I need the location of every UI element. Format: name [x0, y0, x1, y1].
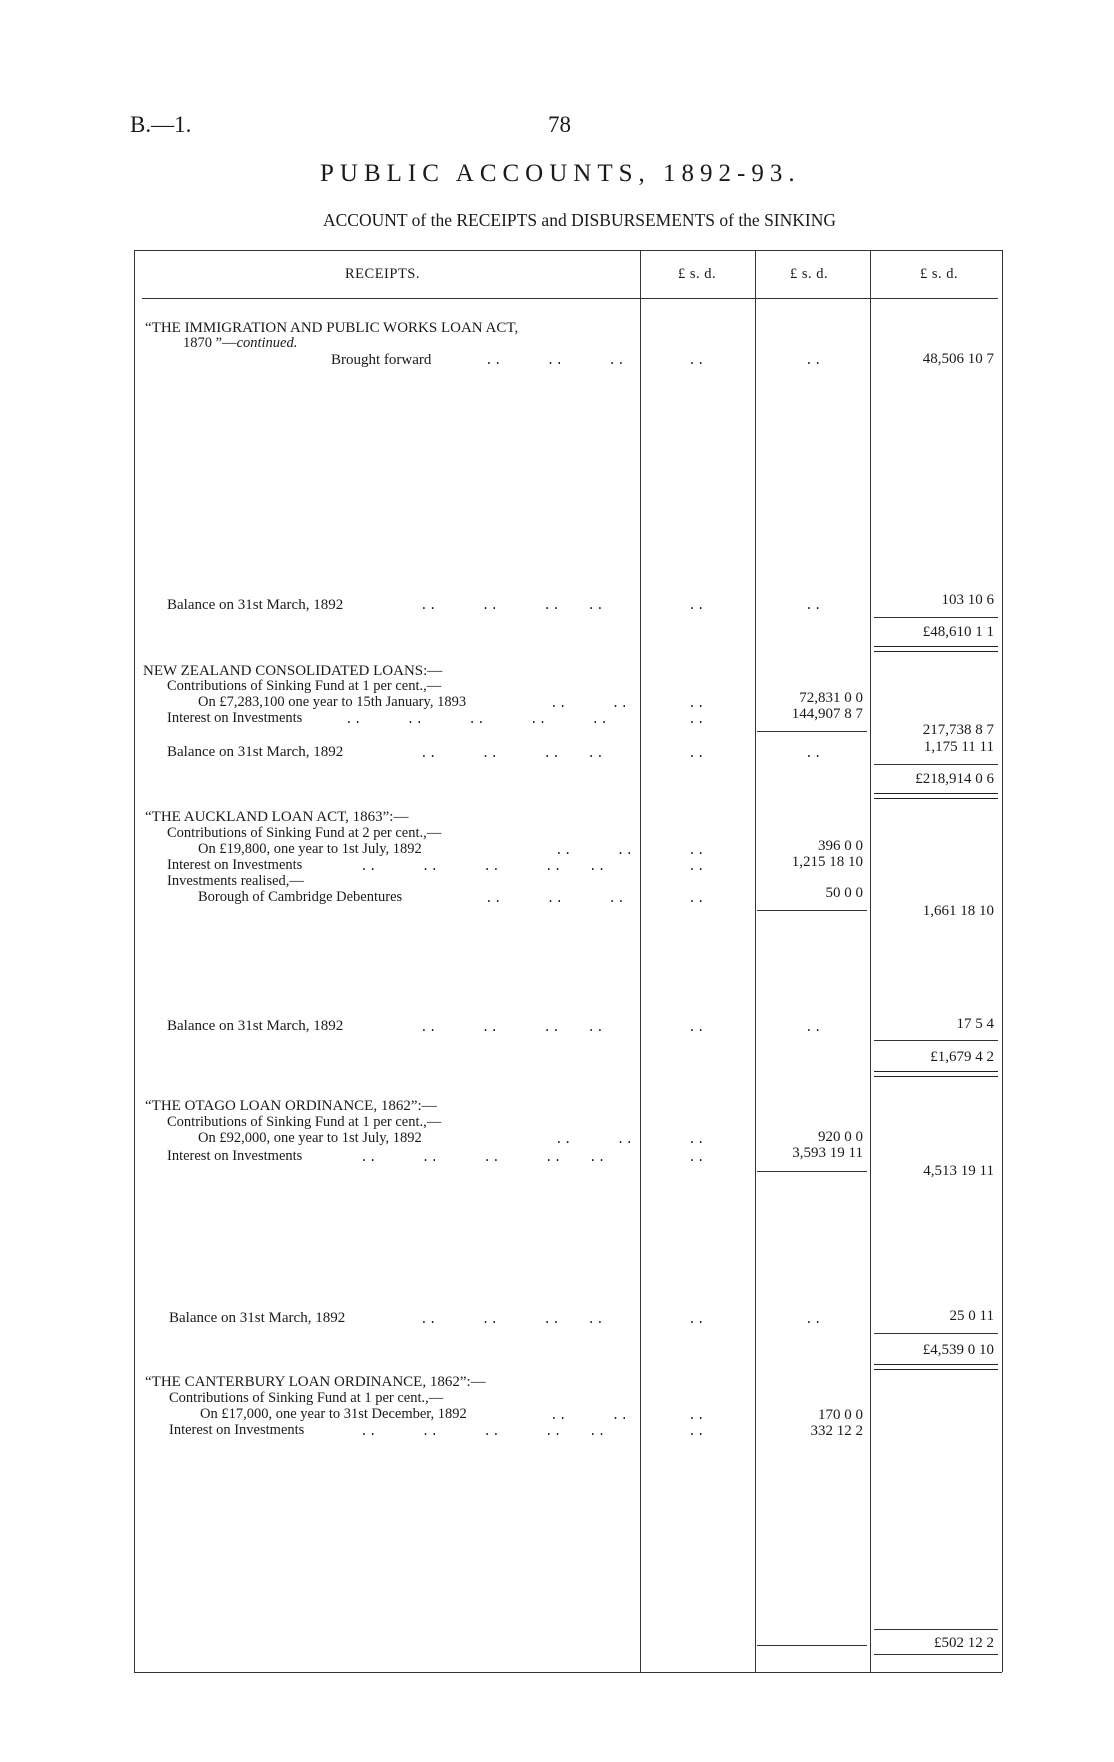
- auckland-balance-label: Balance on 31st March, 1892: [167, 1018, 344, 1034]
- otago-interest-amount: 3,593 19 11: [792, 1145, 863, 1161]
- empty-dots: ..: [688, 598, 706, 613]
- otago-total: £4,539 0 10: [922, 1342, 994, 1358]
- nz-on-line: On £7,283,100 one year to 15th January, 1893: [198, 694, 467, 710]
- nz-balance-label: Balance on 31st March, 1892: [167, 744, 344, 760]
- sum-rule: [874, 617, 998, 618]
- empty-dots: ..: [688, 353, 706, 368]
- auckland-subtotal: 1,661 18 10: [922, 903, 994, 919]
- empty-dots: ..: [688, 696, 706, 711]
- leader-dots: .. .. .. ..: [420, 598, 605, 613]
- empty-dots: ..: [805, 598, 823, 613]
- leader-dots: .. .. .. ..: [420, 1020, 605, 1035]
- page-number: 78: [548, 112, 571, 137]
- empty-dots: ..: [805, 1020, 823, 1035]
- nz-on-amount: 72,831 0 0: [799, 690, 863, 706]
- table-bottom-rule: [134, 1672, 1002, 1673]
- immigration-balance-label: Balance on 31st March, 1892: [167, 597, 344, 613]
- canterbury-on-amount: 170 0 0: [818, 1407, 863, 1423]
- auckland-on-amount: 396 0 0: [818, 838, 863, 854]
- otago-heading: “THE OTAGO LOAN ORDINANCE, 1862”:—: [145, 1098, 437, 1114]
- table-top-rule: [134, 250, 1002, 251]
- table-left-border: [134, 250, 135, 1672]
- sum-rule: [874, 1040, 998, 1041]
- empty-dots: ..: [688, 859, 706, 874]
- auckland-cambridge-label: Borough of Cambridge Debentures: [198, 889, 403, 905]
- otago-balance-amount: 25 0 11: [949, 1308, 994, 1324]
- nz-interest-amount: 144,907 8 7: [791, 706, 863, 722]
- col-header-money-1: £ s. d.: [678, 266, 717, 282]
- empty-dots: ..: [805, 353, 823, 368]
- nz-total: £218,914 0 6: [915, 771, 994, 787]
- page-subtitle: ACCOUNT of the RECEIPTS and DISBURSEMENTS of the SINKING: [323, 210, 837, 230]
- leader-dots: .. .. ..: [485, 891, 626, 906]
- leader-dots: .. .. .. .. ..: [360, 1424, 607, 1439]
- empty-dots: ..: [688, 1150, 706, 1165]
- nz-consolidated-heading: NEW ZEALAND CONSOLIDATED LOANS:—: [143, 663, 443, 679]
- col-header-money-3: £ s. d.: [920, 266, 959, 282]
- leader-dots: .. ..: [550, 1408, 630, 1423]
- auckland-on-line: On £19,800, one year to 1st July, 1892: [198, 841, 422, 857]
- header-rule: [142, 298, 998, 299]
- leader-dots: .. .. .. ..: [420, 746, 605, 761]
- empty-dots: ..: [688, 843, 706, 858]
- total-double-rule: [874, 1071, 998, 1077]
- col-header-money-2: £ s. d.: [790, 266, 829, 282]
- auckland-interest-label: Interest on Investments: [167, 857, 303, 873]
- canterbury-heading: “THE CANTERBURY LOAN ORDINANCE, 1862”:—: [145, 1374, 486, 1390]
- sum-rule: [757, 1171, 867, 1172]
- section-code: B.—1.: [130, 112, 192, 137]
- otago-on-amount: 920 0 0: [818, 1129, 863, 1145]
- sum-rule: [874, 1333, 998, 1334]
- empty-dots: ..: [688, 746, 706, 761]
- nz-subtotal: 217,738 8 7: [922, 722, 994, 738]
- canterbury-interest-amount: 332 12 2: [810, 1423, 863, 1439]
- total-double-rule: [874, 793, 998, 799]
- immigration-balance-amount: 103 10 6: [941, 592, 994, 608]
- sum-rule: [874, 764, 998, 765]
- empty-dots: ..: [688, 1312, 706, 1327]
- auckland-interest-amount: 1,215 18 10: [791, 854, 863, 870]
- empty-dots: ..: [688, 1020, 706, 1035]
- sum-rule: [874, 1654, 998, 1655]
- otago-balance-label: Balance on 31st March, 1892: [169, 1310, 346, 1326]
- otago-on-line: On £92,000, one year to 1st July, 1892: [198, 1130, 422, 1146]
- auckland-balance-amount: 17 5 4: [956, 1016, 994, 1032]
- nz-contrib-label: Contributions of Sinking Fund at 1 per cent.,—: [167, 678, 442, 694]
- column-divider-1: [640, 250, 641, 1672]
- otago-interest-label: Interest on Investments: [167, 1148, 303, 1164]
- otago-contrib-label: Contributions of Sinking Fund at 1 per cent.,—: [167, 1114, 442, 1130]
- empty-dots: ..: [805, 746, 823, 761]
- auckland-total: £1,679 4 2: [930, 1049, 994, 1065]
- col-header-receipts: RECEIPTS.: [345, 266, 420, 282]
- total-double-rule: [874, 1364, 998, 1370]
- canterbury-contrib-label: Contributions of Sinking Fund at 1 per cent.,—: [169, 1390, 444, 1406]
- leader-dots: .. .. .. .. ..: [360, 859, 607, 874]
- auckland-cambridge-amount: 50 0 0: [825, 885, 863, 901]
- brought-forward-amount: 48,506 10 7: [922, 351, 994, 367]
- nz-balance-amount: 1,175 11 11: [923, 739, 994, 755]
- auckland-realised-label: Investments realised,—: [167, 873, 304, 889]
- leader-dots: .. .. .. .. ..: [345, 712, 610, 727]
- canterbury-interest-label: Interest on Investments: [169, 1422, 305, 1438]
- empty-dots: ..: [688, 1424, 706, 1439]
- otago-subtotal: 4,513 19 11: [923, 1163, 994, 1179]
- page-title: PUBLIC ACCOUNTS, 1892-93.: [320, 160, 801, 187]
- column-divider-2: [755, 250, 756, 1672]
- empty-dots: ..: [805, 1312, 823, 1327]
- leader-dots: .. .. .. ..: [420, 1312, 605, 1327]
- brought-forward-label: Brought forward: [331, 352, 432, 368]
- immigration-total: £48,610 1 1: [922, 624, 994, 640]
- empty-dots: ..: [688, 712, 706, 727]
- canterbury-total: £502 12 2: [934, 1635, 994, 1651]
- column-divider-3: [870, 250, 871, 1672]
- leader-dots: .. ..: [555, 843, 635, 858]
- immigration-heading-year: 1870 ”—continued.: [183, 335, 298, 351]
- auckland-contrib-label: Contributions of Sinking Fund at 2 per cent.,—: [167, 825, 442, 841]
- canterbury-on-line: On £17,000, one year to 31st December, 1892: [200, 1406, 467, 1422]
- table-right-border: [1002, 250, 1003, 1672]
- leader-dots: .. ..: [555, 1132, 635, 1147]
- leader-dots: .. .. .. .. ..: [360, 1150, 607, 1165]
- leader-dots: .. ..: [550, 696, 630, 711]
- total-double-rule: [874, 646, 998, 652]
- empty-dots: ..: [688, 1408, 706, 1423]
- nz-interest-label: Interest on Investments: [167, 710, 303, 726]
- auckland-heading: “THE AUCKLAND LOAN ACT, 1863”:—: [145, 809, 409, 825]
- empty-dots: ..: [688, 891, 706, 906]
- leader-dots: .. .. ..: [485, 353, 626, 368]
- sum-rule: [757, 910, 867, 911]
- sum-rule: [757, 1645, 867, 1646]
- sum-rule: [757, 731, 867, 732]
- empty-dots: ..: [688, 1132, 706, 1147]
- immigration-heading: “THE IMMIGRATION AND PUBLIC WORKS LOAN ACT,: [145, 320, 519, 336]
- sum-rule: [874, 1629, 998, 1630]
